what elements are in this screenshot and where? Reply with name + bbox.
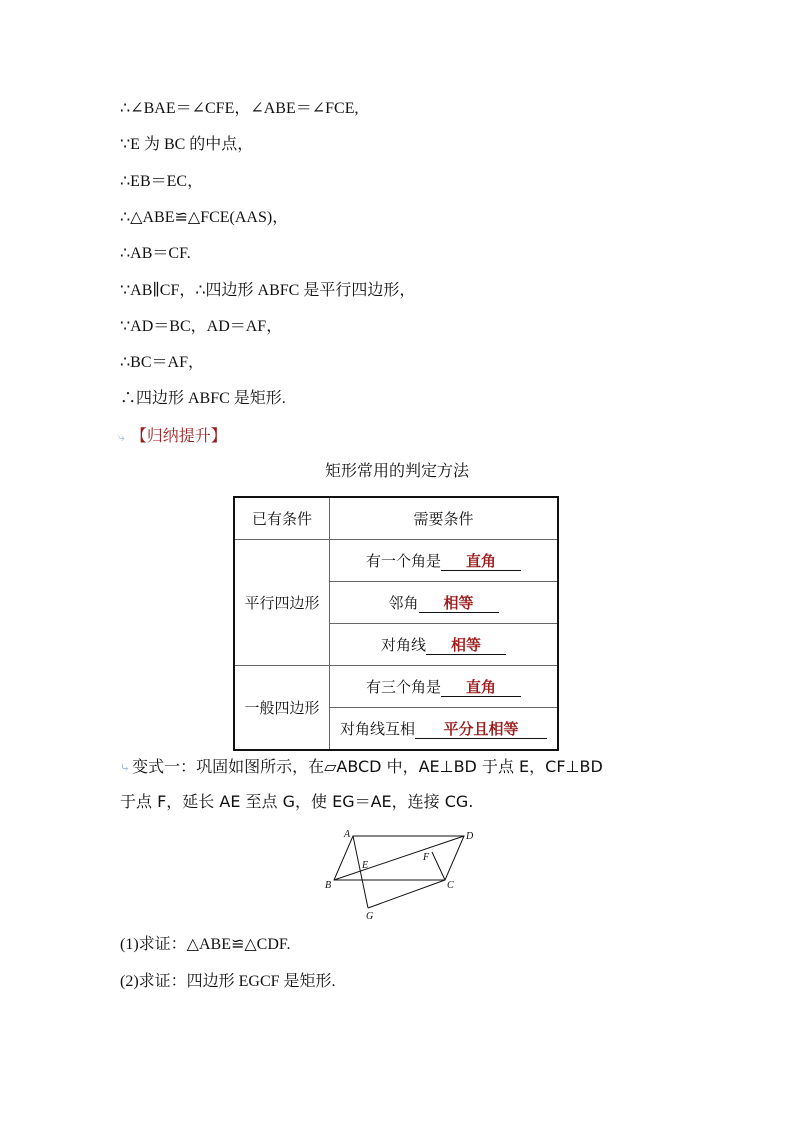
variant-text-2: 于点 F，延长 AE 至点 G，使 EG＝AE，连接 CG. (120, 792, 474, 811)
table-caption: 矩形常用的判定方法 (324, 461, 469, 480)
requirement-prefix: 有三个角是 (365, 678, 441, 696)
condition-parallelogram: 平行四边形 (234, 540, 330, 666)
proof-line-8: ∴BC＝AF， (120, 354, 204, 371)
table-header-row (234, 497, 558, 540)
proof-line-3: ∴EB＝EC， (120, 173, 204, 190)
label-d: D (466, 831, 474, 842)
summary-heading (118, 426, 227, 447)
requirement-cell (330, 666, 559, 708)
segment-gc (368, 880, 445, 908)
bookmark-icon: ⤷ (120, 761, 131, 775)
requirement-prefix: 对角线互相 (339, 720, 415, 738)
summary-heading-text: 【归纳提升】 (130, 426, 227, 445)
answer-blank: 平分且相等 (415, 720, 547, 739)
question-2-text: (2)求证：四边形 EGCF 是矩形. (120, 973, 336, 990)
parallelogram-figure (320, 826, 480, 922)
table-row (234, 540, 558, 582)
label-g: G (366, 911, 374, 922)
requirement-cell (330, 624, 559, 666)
answer-blank: 相等 (426, 636, 506, 655)
header-required-condition: 需要条件 (330, 497, 559, 540)
question-1-text: (1)求证：△ABE≌△CDF. (120, 936, 291, 953)
variant-line-2 (120, 792, 473, 813)
label-a: A (344, 829, 351, 840)
variant-line-1 (120, 757, 603, 778)
requirement-prefix: 对角线 (380, 636, 426, 654)
table-row (234, 666, 558, 708)
label-e: E (362, 860, 369, 871)
requirement-cell (330, 540, 559, 582)
bookmark-icon: ⤷ (118, 430, 125, 444)
requirement-cell (330, 708, 559, 751)
requirement-prefix: 邻角 (388, 594, 419, 612)
segment-ag (353, 836, 368, 908)
answer-blank: 直角 (441, 678, 521, 697)
label-c: C (447, 880, 454, 891)
segment-cf (432, 852, 445, 880)
proof-line-6: ∵AB∥CF，∴四边形 ABFC 是平行四边形， (120, 282, 416, 299)
answer-blank: 相等 (419, 594, 499, 613)
label-b: B (325, 880, 332, 891)
diagonal-bd (334, 836, 464, 880)
header-existing-condition: 已有条件 (234, 497, 330, 540)
proof-line-7: ∵AD＝BC，AD＝AF， (120, 318, 283, 335)
proof-line-5: ∴AB＝CF. (120, 245, 191, 262)
variant-text-1: 变式一：巩固如图所示，在▱ABCD 中，AE⊥BD 于点 E，CF⊥BD (132, 757, 603, 776)
proof-line-2: ∵E 为 BC 的中点， (120, 136, 254, 153)
proof-line-9: ∴四边形 ABFC 是矩形. (120, 390, 286, 407)
requirement-cell (330, 582, 559, 624)
rectangle-criteria-table (233, 496, 559, 751)
requirement-prefix: 有一个角是 (365, 552, 441, 570)
question-2 (120, 972, 336, 992)
condition-quadrilateral: 一般四边形 (234, 666, 330, 751)
proof-line-1: ∴∠BAE＝∠CFE，∠ABE＝∠FCE, (120, 100, 359, 117)
answer-blank: 直角 (441, 552, 521, 571)
question-1 (120, 935, 291, 955)
label-f: F (423, 852, 430, 863)
proof-line-4: ∴△ABE≌△FCE(AAS)， (120, 209, 289, 226)
